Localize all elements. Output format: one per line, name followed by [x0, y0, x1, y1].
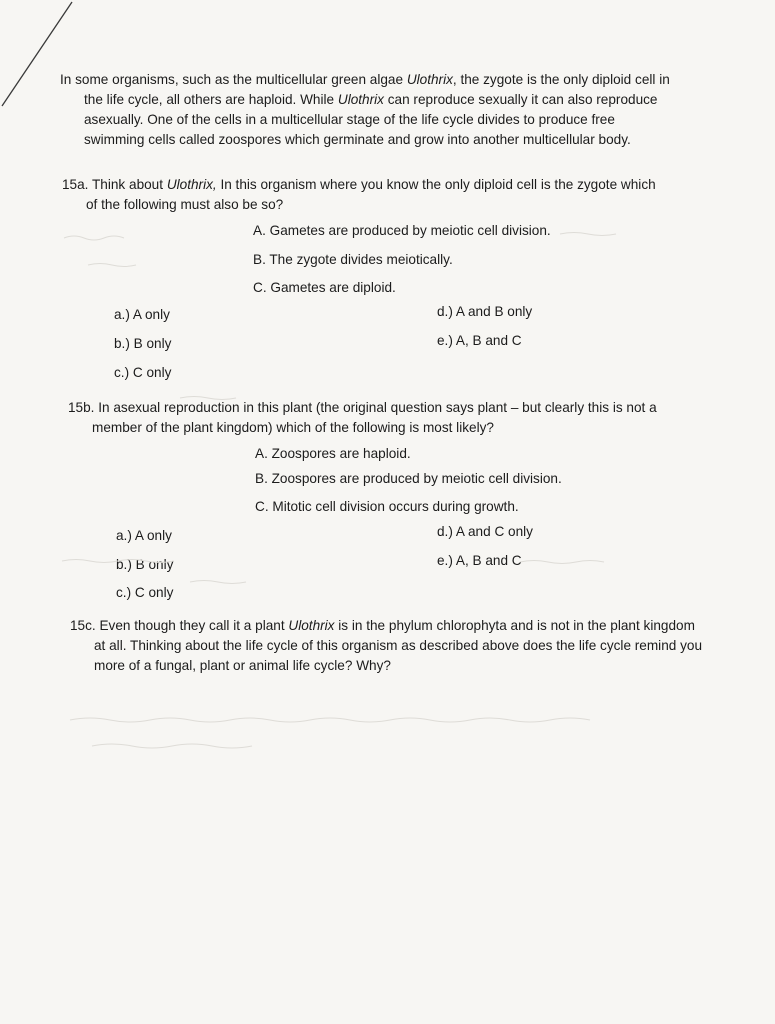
q15b-statement-c: C. Mitotic cell division occurs during growth. — [255, 499, 519, 514]
q15b-statement-b: B. Zoospores are produced by meiotic cell division. — [255, 471, 562, 486]
q15a-option-d[interactable]: d.) A and B only — [437, 304, 533, 319]
q15c-prompt-line-1: 15c. Even though they call it a plant Ulothrix is in the phylum chlorophyta and is not in the plant kingdom — [70, 618, 695, 633]
q15c-prompt-line-2: at all. Thinking about the life cycle of this organism as described above does the life cycle remind you — [94, 638, 703, 653]
intro-line-2: the life cycle, all others are haploid. While Ulothrix can reproduce sexually it can also reproduce — [84, 92, 658, 107]
q15b-statement-a: A. Zoospores are haploid. — [255, 446, 411, 461]
q15a-prompt-line-1: 15a. Think about Ulothrix, In this organism where you know the only diploid cell is the zygote which — [62, 177, 656, 192]
q15b-prompt-line-1: 15b. In asexual reproduction in this plant (the original question says plant – but clearly this is not a — [68, 400, 657, 415]
intro-line-4: swimming cells called zoospores which germinate and grow into another multicellular body. — [84, 132, 631, 147]
q15b-option-b[interactable]: b.) B only — [116, 557, 174, 572]
intro-line-3: asexually. One of the cells in a multicellular stage of the life cycle divides to produce free — [84, 112, 615, 127]
q15a-option-e[interactable]: e.) A, B and C — [437, 333, 522, 348]
q15a-statement-c: C. Gametes are diploid. — [253, 280, 396, 295]
q15b-option-a[interactable]: a.) A only — [116, 528, 172, 543]
q15b-prompt-line-2: member of the plant kingdom) which of the following is most likely? — [92, 420, 494, 435]
q15a-option-a[interactable]: a.) A only — [114, 307, 170, 322]
intro-line-1: In some organisms, such as the multicellular green algae Ulothrix, the zygote is the only diploid cell in — [60, 72, 670, 87]
q15a-statement-b: B. The zygote divides meiotically. — [253, 252, 453, 267]
q15b-option-c[interactable]: c.) C only — [116, 585, 174, 600]
q15a-statement-a: A. Gametes are produced by meiotic cell division. — [253, 223, 551, 238]
q15a-option-b[interactable]: b.) B only — [114, 336, 172, 351]
q15a-prompt-line-2: of the following must also be so? — [86, 197, 284, 212]
q15a-option-c[interactable]: c.) C only — [114, 365, 172, 380]
q15b-option-d[interactable]: d.) A and C only — [437, 524, 533, 539]
q15b-option-e[interactable]: e.) A, B and C — [437, 553, 522, 568]
q15c-prompt-line-3: more of a fungal, plant or animal life cycle? Why? — [94, 658, 391, 673]
